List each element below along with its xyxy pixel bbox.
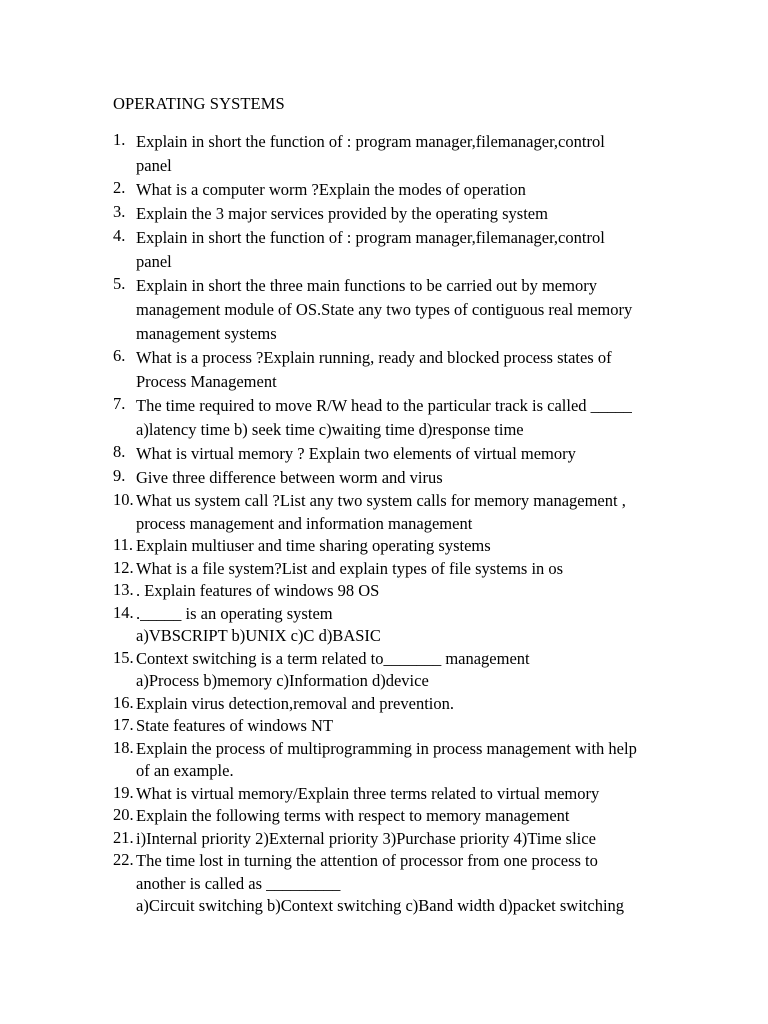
question-item — [113, 466, 683, 490]
question-text-line: Explain in short the function of : program manager,filemanager,control — [136, 132, 605, 151]
question-number: 21. — [113, 827, 134, 847]
question-text-line: panel — [136, 252, 172, 271]
question-text-line: another is called as _________ — [136, 873, 341, 893]
question-number: 15. — [113, 647, 134, 667]
question-text-line: What is virtual memory/Explain three terms related to virtual memory — [136, 783, 600, 803]
question-item — [113, 783, 683, 806]
question-item — [113, 693, 683, 716]
question-number: 4. — [113, 226, 126, 245]
question-text-line: a)Circuit switching b)Context switching c)Band width d)packet switching — [136, 896, 625, 915]
question-number: 8. — [113, 442, 126, 461]
question-text-line: panel — [136, 156, 172, 175]
question-text-line: What us system call ?List any two system calls for memory management , — [136, 491, 626, 510]
question-text-line: The time required to move R/W head to the particular track is called _____ — [136, 396, 632, 415]
question-number: 14. — [113, 602, 134, 622]
question-number: 18. — [113, 737, 134, 757]
question-text-line: Explain in short the three main functions to be carried out by memory — [136, 276, 597, 295]
question-item — [113, 274, 683, 346]
question-number: 1. — [113, 130, 126, 149]
question-text-line: Explain multiuser and time sharing operating systems — [136, 536, 491, 555]
question-text-line: What is a file system?List and explain types of file systems in os — [136, 558, 564, 578]
question-number: 20. — [113, 805, 134, 824]
question-text-line: Process Management — [136, 372, 277, 391]
document-title: OPERATING SYSTEMS — [113, 94, 285, 113]
question-item — [113, 394, 683, 442]
question-text-line: The time lost in turning the attention of processor from one process to — [136, 851, 598, 870]
question-item — [113, 715, 683, 738]
question-item — [113, 442, 683, 466]
question-text-line: i)Internal priority 2)External priority 3)Purchase priority 4)Time slice — [136, 828, 596, 848]
question-item — [113, 738, 683, 783]
question-text-line: Context switching is a term related to_______ management — [136, 648, 530, 668]
question-number: 3. — [113, 202, 126, 221]
question-number: 2. — [113, 178, 126, 197]
question-number: 11. — [113, 535, 134, 554]
question-number: 12. — [113, 557, 134, 577]
question-number: 5. — [113, 274, 126, 293]
question-item — [113, 535, 683, 558]
question-text-line: a)latency time b) seek time c)waiting time d)response time — [136, 420, 524, 439]
question-number: 22. — [113, 850, 134, 869]
question-item — [113, 490, 683, 535]
question-number: 17. — [113, 715, 134, 734]
question-text-line: What is a computer worm ?Explain the modes of operation — [136, 180, 526, 199]
question-text-line: a)VBSCRIPT b)UNIX c)C d)BASIC — [136, 626, 381, 645]
question-number: 9. — [113, 466, 126, 485]
question-item — [113, 805, 683, 828]
question-number: 16. — [113, 692, 134, 712]
question-item — [113, 178, 683, 202]
question-item — [113, 648, 683, 693]
question-text-line: Explain in short the function of : program manager,filemanager,control — [136, 228, 605, 247]
question-number: 19. — [113, 782, 134, 802]
question-item — [113, 202, 683, 226]
question-text-line: management systems — [136, 324, 277, 343]
question-text-line: Explain the process of multiprogramming in process management with help — [136, 738, 637, 758]
question-text-line: . Explain features of windows 98 OS — [136, 581, 380, 600]
question-text-line: a)Process b)memory c)Information d)device — [136, 671, 429, 690]
question-item — [113, 346, 683, 394]
question-number: 6. — [113, 346, 126, 365]
question-text-line: process management and information management — [136, 513, 473, 533]
question-number: 7. — [113, 394, 126, 413]
question-item — [113, 850, 683, 918]
question-item — [113, 603, 683, 648]
question-number: 13. — [113, 580, 134, 599]
question-text-line: What is a process ?Explain running, ready and blocked process states of — [136, 348, 612, 367]
question-item — [113, 226, 683, 274]
question-text-line: What is virtual memory ? Explain two elements of virtual memory — [136, 444, 576, 463]
question-text-line: ._____ is an operating system — [136, 603, 333, 623]
question-text-line: Explain the 3 major services provided by the operating system — [136, 204, 548, 223]
question-text-line: Explain virus detection,removal and prevention. — [136, 693, 454, 713]
question-list — [113, 130, 683, 918]
question-item — [113, 828, 683, 851]
question-text-line: of an example. — [136, 761, 234, 780]
question-item — [113, 130, 683, 178]
question-text-line: management module of OS.State any two types of contiguous real memory — [136, 300, 633, 319]
question-item — [113, 558, 683, 581]
question-item — [113, 580, 683, 603]
question-text-line: Give three difference between worm and virus — [136, 468, 443, 487]
question-text-line: Explain the following terms with respect to memory management — [136, 806, 570, 825]
question-number: 10. — [113, 490, 134, 509]
question-text-line: State features of windows NT — [136, 716, 334, 735]
